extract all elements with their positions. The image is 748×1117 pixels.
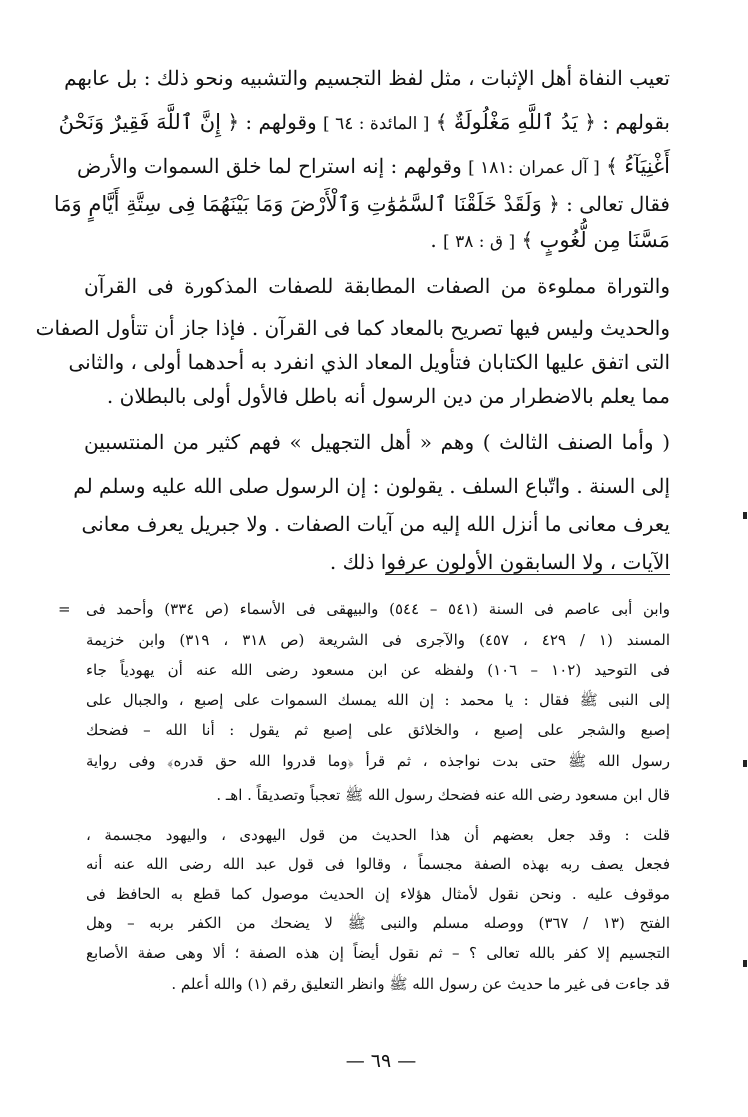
text-line	[84, 228, 670, 253]
footnote-line	[86, 691, 670, 709]
quran-verse: وَلَقَدْ خَلَقْنَا ٱلسَّمَٰوَٰتِ وَٱلْأَرْضَ وَمَا بَيْنَهُمَا فِى سِتَّةِ أَيَّامٍ وَمَا	[53, 192, 542, 216]
verse-reference: [ ق : ٣٨ ]	[443, 232, 516, 252]
text-run: رسول الله ﷺ حتى بدت نواجذه ، ثم قرأ ﴿وما قدروا الله حق قدره﴾ وفى رواية	[86, 752, 670, 770]
text-run: بقولهم : ﴿	[577, 110, 670, 134]
footnote-line	[86, 786, 670, 804]
footnote-line	[86, 826, 670, 844]
text-run: مما يعلم بالاضطرار من دين الرسول أنه باطل فالأول أولى بالبطلان .	[106, 384, 670, 408]
text-run: يعرف معانى ما أنزل الله إليه من آيات الصفات . ولا جبريل يعرف معانى	[81, 512, 670, 536]
text-run: إلى النبى ﷺ فقال : يا محمد : إن الله يمسك السموات على إصبع ، والجبال على	[86, 691, 670, 709]
text-run: ( وأما الصنف الثالث ) وهم « أهل التجهيل » فهم كثير من المنتسبين	[84, 430, 670, 454]
text-run: التجسيم إلا كفر بالله تعالى ؟ – ثم نقول أيضاً إن هذه الصفة ؛ ألا وهى صفة الأصابع	[86, 944, 670, 962]
text-run: موقوف عليه . ونحن نقول لأمثال هؤلاء إن الحديث موصول كما قطع به الحافظ فى	[86, 885, 670, 903]
edge-mark	[743, 512, 747, 519]
page-number: — ٦٩ —	[345, 1050, 417, 1072]
text-line	[58, 110, 670, 135]
text-run: ﴾	[429, 110, 454, 134]
quran-verse: مَسَّنَا مِن لُّغُوبٍ	[539, 228, 670, 252]
text-run: الآيات ، ولا السابقون الأولون عرفوا ذلك .	[329, 550, 670, 574]
footnote-separator	[385, 574, 670, 575]
text-run: .	[430, 228, 444, 252]
footnote-line	[86, 914, 670, 932]
text-run: وقولهم : إنه استراح لما خلق السموات والأرض	[77, 154, 469, 178]
text-run: إصبع والشجر على إصبع ، والخلائق على إصبع ثم يقول : أنا الله – فضحك	[86, 721, 670, 739]
text-run: إلى السنة . واتّباع السلف . يقولون : إن الرسول صلى الله عليه وسلم لم	[73, 474, 670, 498]
footnote-line	[86, 631, 670, 649]
text-run: والتوراة مملوءة من الصفات المطابقة للصفات المذكورة فى القرآن	[84, 274, 670, 298]
text-run: تعيب النفاة أهل الإثبات ، مثل لفظ التجسيم والتشبيه ونحو ذلك : بل عابهم	[64, 66, 670, 90]
quran-verse: أَغْنِيَآءُ	[624, 154, 670, 178]
verse-reference: [ المائدة : ٦٤ ]	[323, 114, 430, 134]
text-line	[84, 550, 670, 574]
text-run: فقال تعالى : ﴿	[541, 192, 670, 216]
text-line	[81, 512, 670, 536]
text-line	[53, 192, 670, 217]
text-run: قلت : وقد جعل بعضهم أن هذا الحديث من قول اليهودى ، واليهود مجسمة ،	[86, 826, 670, 844]
quran-verse: يَدُ ٱللَّهِ مَغْلُولَةٌ	[453, 110, 578, 134]
footnote-line	[86, 600, 670, 618]
footnote-line	[86, 855, 670, 873]
text-line	[77, 154, 670, 179]
text-line	[68, 350, 670, 374]
text-line	[84, 430, 670, 454]
text-run: قد جاءت فى غير ما حديث عن رسول الله ﷺ وانظر التعليق رقم (١) والله أعلم .	[171, 975, 670, 993]
verse-reference: [ آل عمران :١٨١ ]	[468, 158, 600, 178]
edge-mark	[743, 760, 747, 767]
footnote-line	[86, 944, 670, 962]
continuation-mark: =	[58, 600, 71, 618]
text-line	[73, 474, 670, 498]
footnote-line	[86, 752, 670, 770]
text-run: فى التوحيد (١٠٢ – ١٠٦) ولفظه عن ابن مسعود رضى الله عنه أن يهودياً جاء	[86, 661, 670, 679]
text-run: والحديث وليس فيها تصريح بالمعاد كما فى القرآن . فإذا جاز أن تتأول الصفات	[35, 316, 670, 340]
footnote-line	[86, 975, 670, 993]
text-run: التى اتفق عليها الكتابان فتأويل المعاد الذي انفرد به أحدهما أولى ، والثانى	[68, 350, 670, 374]
text-line	[84, 274, 670, 298]
footnote-line	[86, 721, 670, 739]
text-run: قال ابن مسعود رضى الله عنه فضحك رسول الله ﷺ تعجباً وتصديقاً . اهـ .	[216, 786, 670, 804]
text-line	[35, 316, 670, 340]
text-run: المسند (١ / ٤٢٩ ، ٤٥٧) والآجرى فى الشريعة (ص ٣١٨ ، ٣١٩) وابن خزيمة	[86, 631, 670, 649]
footnote-line	[86, 885, 670, 903]
text-run: الفتح (١٣ / ٣٦٧) ووصله مسلم والنبى ﷺ لا يضحك من الكفر بربه – وهل	[86, 914, 671, 932]
text-run: فجعل يصف ربه بهذه الصفة مجسماً ، وقالوا فى قول عبد الله رضى الله عنه أنه	[86, 855, 670, 873]
text-run: ﴾	[515, 228, 540, 252]
text-line	[64, 66, 670, 90]
text-run: ﴾	[599, 154, 625, 178]
footnote-line	[86, 661, 670, 679]
text-run: وابن أبى عاصم فى السنة (٥٤١ – ٥٤٤) والبيهقى فى الأسماء (ص ٣٣٤) وأحمد فى	[86, 600, 670, 618]
edge-mark	[743, 960, 747, 967]
text-line	[84, 384, 670, 408]
text-run: وقولهم : ﴿	[220, 110, 324, 134]
quran-verse: إِنَّ ٱللَّهَ فَقِيرٌ وَنَحْنُ	[58, 110, 221, 134]
